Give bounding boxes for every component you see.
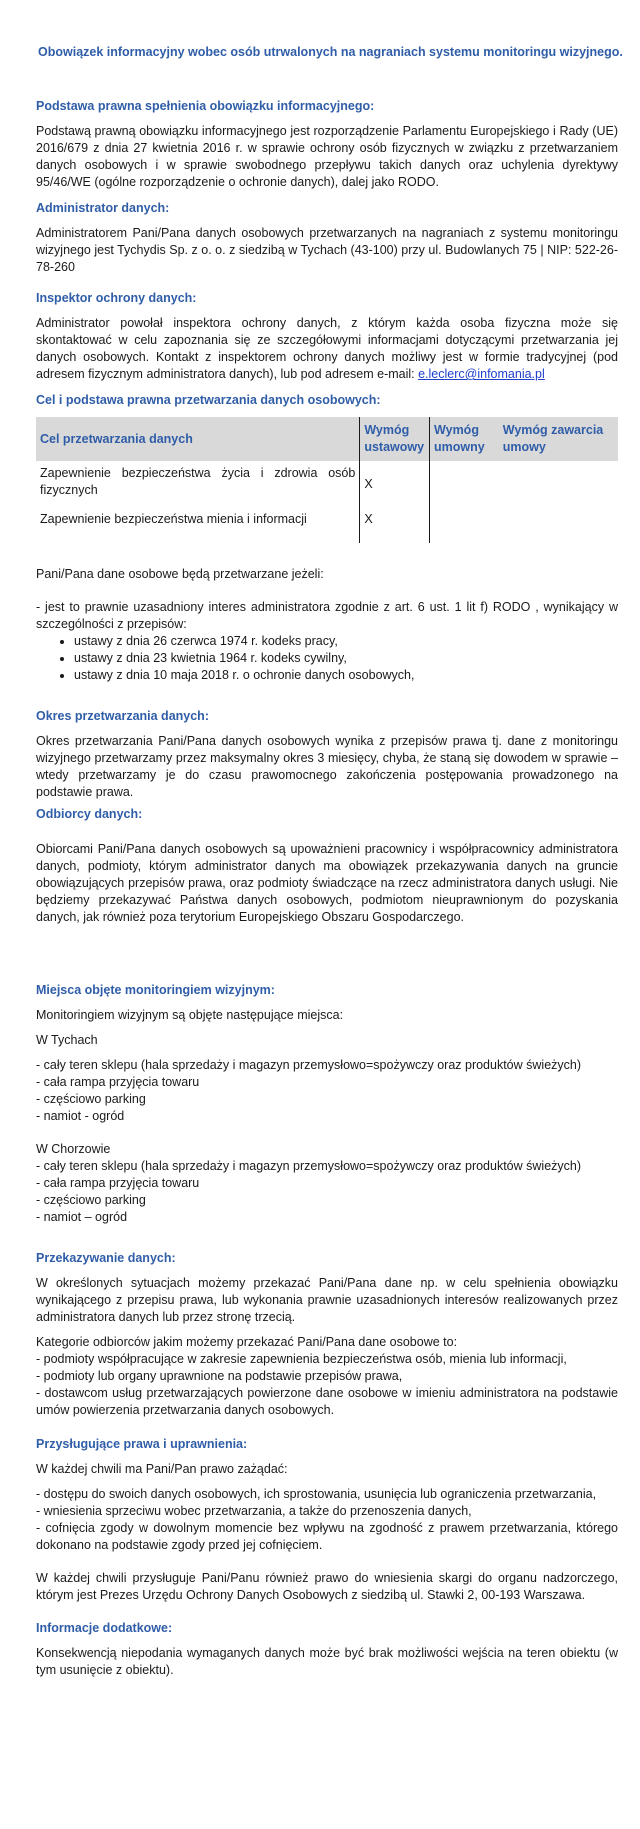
- purpose-table: [36, 417, 618, 543]
- administrator-section: [36, 200, 618, 276]
- list-item: - częściowo parking: [36, 1092, 146, 1106]
- row-statutory: X: [360, 461, 430, 507]
- rights-intro: W każdej chwili ma Pani/Pan prawo zażądać:: [36, 1462, 288, 1476]
- row-purpose: Zapewnienie bezpieczeństwa mienia i informacji: [40, 512, 307, 526]
- legal-basis-heading: Podstawa prawna spełnienia obowiązku informacyjnego:: [36, 99, 375, 113]
- chorzow-list: [36, 1158, 618, 1226]
- row-contractual: [430, 461, 499, 507]
- categories-intro: Kategorie odbiorców jakim możemy przekazać Pani/Pana dane osobowe to:: [36, 1335, 458, 1349]
- list-item: - cały teren sklepu (hala sprzedaży i magazyn przemysłowo=spożywczy oraz produktów świeżych): [36, 1159, 582, 1173]
- inspector-email-link[interactable]: e.leclerc@infomania.pl: [418, 367, 545, 381]
- inspector-paragraph: [36, 315, 618, 383]
- purpose-heading: Cel i podstawa prawna przetwarzania danych osobowych:: [36, 393, 381, 407]
- period-heading: Okres przetwarzania danych:: [36, 709, 209, 723]
- column-header-conclusion: Wymóg zawarcia umowy: [499, 417, 618, 461]
- legal-basis-section: [36, 98, 618, 191]
- purpose-section: [36, 392, 618, 543]
- administrator-text: Administratorem Pani/Pana danych osobowych przetwarzanych na nagraniach z systemu monitoringu wizyjnego jest Tychydis Sp. z o. o. z siedzibą w Tychach (43-100) przy ul. Budowlanych 75 | NIP: 522-26-78-260: [36, 226, 618, 274]
- transfer-heading: Przekazywanie danych:: [36, 1251, 176, 1265]
- list-item: - namiot – ogród: [36, 1210, 128, 1224]
- list-item: • ustawy z dnia 26 czerwca 1974 r. kodeks pracy,: [74, 633, 618, 650]
- list-item: - cały teren sklepu (hala sprzedaży i magazyn przemysłowo=spożywczy oraz produktów świeżych): [36, 1058, 582, 1072]
- row-purpose: Zapewnienie bezpieczeństwa życia i zdrowia osób fizycznych: [40, 466, 356, 497]
- recipients-text: Obiorcami Pani/Pana danych osobowych są upoważnieni pracownicy i współpracownicy administratora danych, podmioty, którym administrator danych ma obowiązek przekazywania danych na gruncie obowiązujących przepisów prawa, oraz podmioty świadczące na rzecz administratora danych usługi. Nie będziemy przekazywać Państwa danych osobowych, podmiotom nieuprawnionym do pozyskania danych, jak również poza terytorium Europejskiego Obszaru Gospodarczego.: [36, 842, 618, 924]
- period-text: Okres przetwarzania Pani/Pana danych osobowych wynika z przepisów prawa tj. dane z monitoringu wizyjnego przetwarzamy przez maksymalny okres 3 miesięcy, chyba, że staną się dowodem w sprawie – wtedy przetwarzamy je do czasu prawomocnego zakończenia postępowania prowadzonego na podstawie prawa.: [36, 734, 618, 799]
- table-row: [36, 507, 618, 543]
- list-item: - podmioty lub organy uprawnione na podstawie przepisów prawa,: [36, 1369, 403, 1383]
- inspector-text: Administrator powołał inspektora ochrony danych, z którym każda osoba fizyczna może się skontaktować w celu zapoznania się ze szczegółowymi informacjami dotyczącymi przetwarzania jej danych osobowych. Kontakt z inspektorem ochrony danych możliwy jest w formie tradycyjnej (pod adresem fizycznym administratora danych), lub pod adresem e-mail:: [36, 316, 618, 381]
- purpose-table-header: [36, 417, 618, 461]
- inspector-heading: Inspektor ochrony danych:: [36, 291, 197, 305]
- rights-section: [36, 1436, 618, 1604]
- chorzow-label: W Chorzowie: [36, 1142, 111, 1156]
- list-item: - częściowo parking: [36, 1193, 146, 1207]
- places-heading: Miejsca objęte monitoringiem wizyjnym:: [36, 983, 275, 997]
- column-header-statutory: Wymóg ustawowy: [360, 417, 430, 461]
- column-header-contractual: Wymóg umowny: [430, 417, 499, 461]
- legal-basis-text: Podstawą prawną obowiązku informacyjnego jest rozporządzenie Parlamentu Europejskiego i Rady (UE) 2016/679 z dnia 27 kwietnia 2016 r. w sprawie ochrony osób fizycznych w związku z przetwarzaniem danych osobowych i w sprawie swobodnego przepływu takich danych oraz uchylenia dyrektywy 95/46/WE (ogólne rozporządzenie o ochronie danych), dalej jako RODO.: [36, 124, 618, 189]
- recipients-section: [36, 806, 618, 926]
- list-item: - cała rampa przyjęcia towaru: [36, 1075, 200, 1089]
- tychy-list: [36, 1057, 618, 1125]
- places-section: [36, 982, 618, 1226]
- tychy-label: W Tychach: [36, 1033, 98, 1047]
- row-conclusion: [499, 507, 618, 543]
- column-header-purpose: Cel przetwarzania danych: [36, 417, 360, 461]
- list-item: - namiot - ogród: [36, 1109, 125, 1123]
- laws-list: [36, 633, 618, 684]
- list-item: - cała rampa przyjęcia towaru: [36, 1176, 200, 1190]
- additional-heading: Informacje dodatkowe:: [36, 1621, 173, 1635]
- list-item: • ustawy z dnia 10 maja 2018 r. o ochronie danych osobowych,: [74, 667, 618, 684]
- purpose-conditions: [36, 566, 618, 684]
- list-item: - dostępu do swoich danych osobowych, ich sprostowania, usunięcia lub ograniczenia przetwarzania,: [36, 1487, 597, 1501]
- list-item: - cofnięcia zgody w dowolnym momencie bez wpływu na zgodność z prawem przetwarzania, którego dokonano na podstawie zgody przed jej cofnięciem.: [36, 1521, 618, 1552]
- recipients-heading: Odbiorcy danych:: [36, 807, 143, 821]
- processing-condition: Pani/Pana dane osobowe będą przetwarzane jeżeli:: [36, 567, 324, 581]
- list-item: - wniesienia sprzeciwu wobec przetwarzania, a także do przenoszenia danych,: [36, 1504, 472, 1518]
- list-item: - dostawcom usług przetwarzających powierzone dane osobowe w imieniu administratora na podstawie umów powierzenia przetwarzania danych osobowych.: [36, 1386, 618, 1417]
- transfer-section: [36, 1250, 618, 1419]
- legitimate-interest: - jest to prawnie uzasadniony interes administratora zgodnie z art. 6 ust. 1 lit f) RODO , wynikający w szczególności z przepisów:: [36, 600, 618, 631]
- list-item: • ustawy z dnia 23 kwietnia 1964 r. kodeks cywilny,: [74, 650, 618, 667]
- transfer-text: W określonych sytuacjach możemy przekazać Pani/Pana dane np. w celu spełnienia obowiązku wynikającego z przepisu prawa, lub wykonania prawnie uzasadnionych interesów realizowanych przez administratora danych lub przez stronę trzecią.: [36, 1276, 618, 1324]
- row-contractual: [430, 507, 499, 543]
- row-statutory: X: [360, 507, 430, 543]
- complaint-text: W każdej chwili przysługuje Pani/Panu również prawo do wniesienia skargi do organu nadzorczego, którym jest Prezes Urzędu Ochrony Danych Osobowych z siedzibą ul. Stawki 2, 00-193 Warszawa.: [36, 1571, 618, 1602]
- page-title: Obowiązek informacyjny wobec osób utrwalonych na nagraniach systemu monitoringu wizyjnego.: [38, 45, 623, 59]
- inspector-section: [36, 290, 618, 383]
- administrator-heading: Administrator danych:: [36, 201, 170, 215]
- list-item: - podmioty współpracujące w zakresie zapewnienia bezpieczeństwa osób, mienia lub informacji,: [36, 1352, 567, 1366]
- rights-heading: Przysługujące prawa i uprawnienia:: [36, 1437, 248, 1451]
- additional-text: Konsekwencją niepodania wymaganych danych może być brak możliwości wejścia na teren obiektu (w tym usunięcie z obiektu).: [36, 1646, 618, 1677]
- period-section: [36, 708, 618, 801]
- additional-section: [36, 1620, 618, 1679]
- row-conclusion: [499, 461, 618, 507]
- table-row: [36, 461, 618, 507]
- places-intro: Monitoringiem wizyjnym są objęte następujące miejsca:: [36, 1008, 344, 1022]
